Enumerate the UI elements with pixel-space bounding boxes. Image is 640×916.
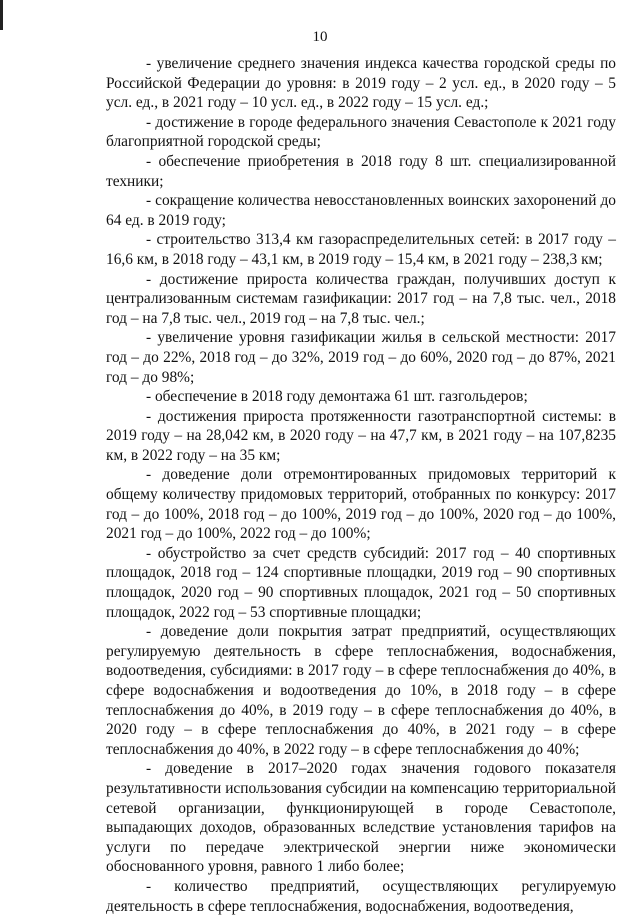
paragraph: - достижения прироста протяженности газотранспортной системы: в 2019 году – на 28,042 км, в 2020 году – на 47,7 км, в 2021 году – на 107,8235 км, в 2022 году – на 35 км;	[106, 407, 616, 464]
paragraph: - обустройство за счет средств субсидий: 2017 год – 40 спортивных площадок, 2018 год – 124 спортивные площадки, 2019 год – 90 спортивных площадок, 2020 год – 90 спортивных площадок, 2021 год – 50 спортивных площадок, 2022 год – 53 спортивные площадки;	[106, 544, 616, 621]
paragraph: - достижение в городе федерального значения Севастополе к 2021 году благоприятной городской среды;	[106, 113, 616, 151]
document-body	[106, 54, 616, 916]
paragraph: - строительство 313,4 км газораспределительных сетей: в 2017 году – 16,6 км, в 2018 году – 43,1 км, в 2019 году – 15,4 км, в 2021 году – 238,3 км;	[106, 231, 616, 268]
paragraph: - достижение прироста количества граждан, получивших доступ к централизованным системам газификации: 2017 год – на 7,8 тыс. чел., 2018 год – на 7,8 тыс. чел., 2019 год – на 7,8 тыс. чел.;	[106, 270, 616, 327]
paragraph: - сокращение количества невосстановленных воинских захоронений до 64 ед. в 2019 году;	[106, 192, 616, 229]
paragraph: - обеспечение в 2018 году демонтажа 61 шт. газгольдеров;	[146, 388, 528, 406]
paragraph: - доведение доли покрытия затрат предприятий, осуществляющих регулируемую деятельность в сфере теплоснабжения, водоснабжения, водоотведения, субсидиями: в 2017 году – в сфере теплоснабжения до 40%, в сфере водоснабжения и водоотведения до 10%, в 2018 году – в сфере теплоснабжения до 40%, в 2019 году – в сфере теплоснабжения до 40%, в 2020 году – в сфере теплоснабжения до 40%, в 2021 году – в сфере теплоснабжения до 40%, в 2022 году – в сфере теплоснабжения до 40%;	[106, 623, 616, 758]
paragraph: - количество предприятий, осуществляющих регулируемую деятельность в сфере теплоснабжения, водоснабжения, водоотведения,	[106, 877, 616, 915]
paragraph: - доведение доли отремонтированных придомовых территорий к общему количеству придомовых территорий, отобранных по конкурсу: 2017 год – до 100%, 2018 год – до 100%, 2019 год – до 100%, 2020 год – до 100%, 2021 год – до 100%, 2022 год – до 100%;	[106, 466, 616, 543]
paragraph: - обеспечение приобретения в 2018 году 8 шт. специализированной техники;	[106, 152, 616, 190]
paragraph: - доведение в 2017–2020 годах значения годового показателя результативности использования субсидии на компенсацию территориальной сетевой организации, функционирующей в городе Севастополе, выпадающих доходов, образованных вследствие установления тарифов на услуги по передаче электрической энергии ниже экономически обоснованного уровня, равного 1 либо более;	[106, 760, 616, 876]
scan-edge-mark	[0, 0, 3, 30]
paragraph: - увеличение уровня газификации жилья в сельской местности: 2017 год – до 22%, 2018 год – до 32%, 2019 год – до 60%, 2020 год – до 87%, 2021 год – до 98%;	[106, 329, 616, 386]
page-number: 10	[312, 29, 328, 45]
paragraph: - увеличение среднего значения индекса качества городской среды по Российской Федерации до уровня: в 2019 году – 2 усл. ед., в 2020 году – 5 усл. ед., в 2021 году – 10 усл. ед., в 2022 году – 15 усл. ед.;	[106, 55, 616, 112]
